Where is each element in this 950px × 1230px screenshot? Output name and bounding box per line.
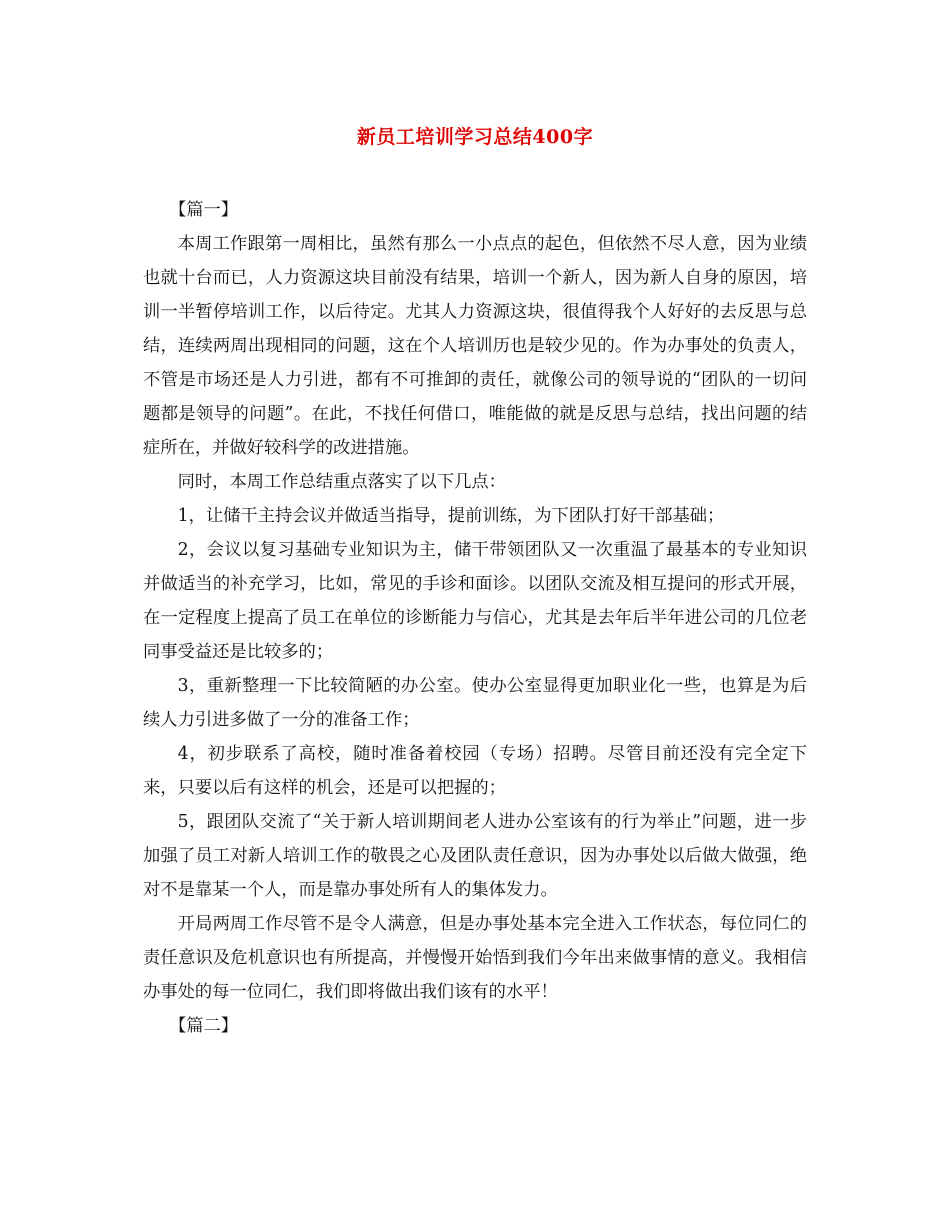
- document-body: [143, 193, 807, 1043]
- list-item: 2，会议以复习基础专业知识为主，储干带领团队又一次重温了最基本的专业知识并做适当的补充学习，比如，常见的手诊和面诊。以团队交流及相互提问的形式开展，在一定程度上提高了员工在单位的诊断能力与信心，尤其是去年后半年进公司的几位老同事受益还是比较多的；: [143, 540, 807, 662]
- document-title: 新员工培训学习总结400字: [356, 126, 594, 148]
- list-item: 4，初步联系了高校，随时准备着校园（专场）招聘。尽管目前还没有完全定下来，只要以后有这样的机会，还是可以把握的；: [143, 744, 807, 798]
- paragraph: 开局两周工作尽管不是令人满意，但是办事处基本完全进入工作状态，每位同仁的责任意识及危机意识也有所提高，并慢慢开始悟到我们今年出来做事情的意义。我相信办事处的每一位同仁，我们即将做出我们该有的水平！: [143, 914, 807, 1002]
- list-item: 1，让储干主持会议并做适当指导，提前训练，为下团队打好干部基础；: [177, 506, 725, 526]
- paragraph: 同时，本周工作总结重点落实了以下几点：: [177, 472, 506, 492]
- list-item: 3，重新整理一下比较简陋的办公室。使办公室显得更加职业化一些，也算是为后续人力引进多做了一分的准备工作；: [143, 676, 807, 730]
- section-heading: 【篇一】: [168, 200, 239, 220]
- paragraph: 本周工作跟第一周相比，虽然有那么一小点点的起色，但依然不尽人意，因为业绩也就十台而已，人力资源这块目前没有结果，培训一个新人，因为新人自身的原因，培训一半暂停培训工作，以后待定。尤其人力资源这块，很值得我个人好好的去反思与总结，连续两周出现相同的问题，这在个人培训历也是较少见的。作为办事处的负责人，不管是市场还是人力引进，都有不可推卸的责任，就像公司的领导说的“团队的一切问题都是领导的问题”。在此，不找任何借口，唯能做的就是反思与总结，找出问题的结症所在，并做好较科学的改进措施。: [143, 234, 807, 458]
- section-heading: 【篇二】: [168, 1016, 239, 1036]
- list-item: 5，跟团队交流了“关于新人培训期间老人进办公室该有的行为举止”问题，进一步加强了员工对新人培训工作的敬畏之心及团队责任意识，因为办事处以后做大做强，绝对不是靠某一个人，而是靠办事处所有人的集体发力。: [143, 812, 807, 900]
